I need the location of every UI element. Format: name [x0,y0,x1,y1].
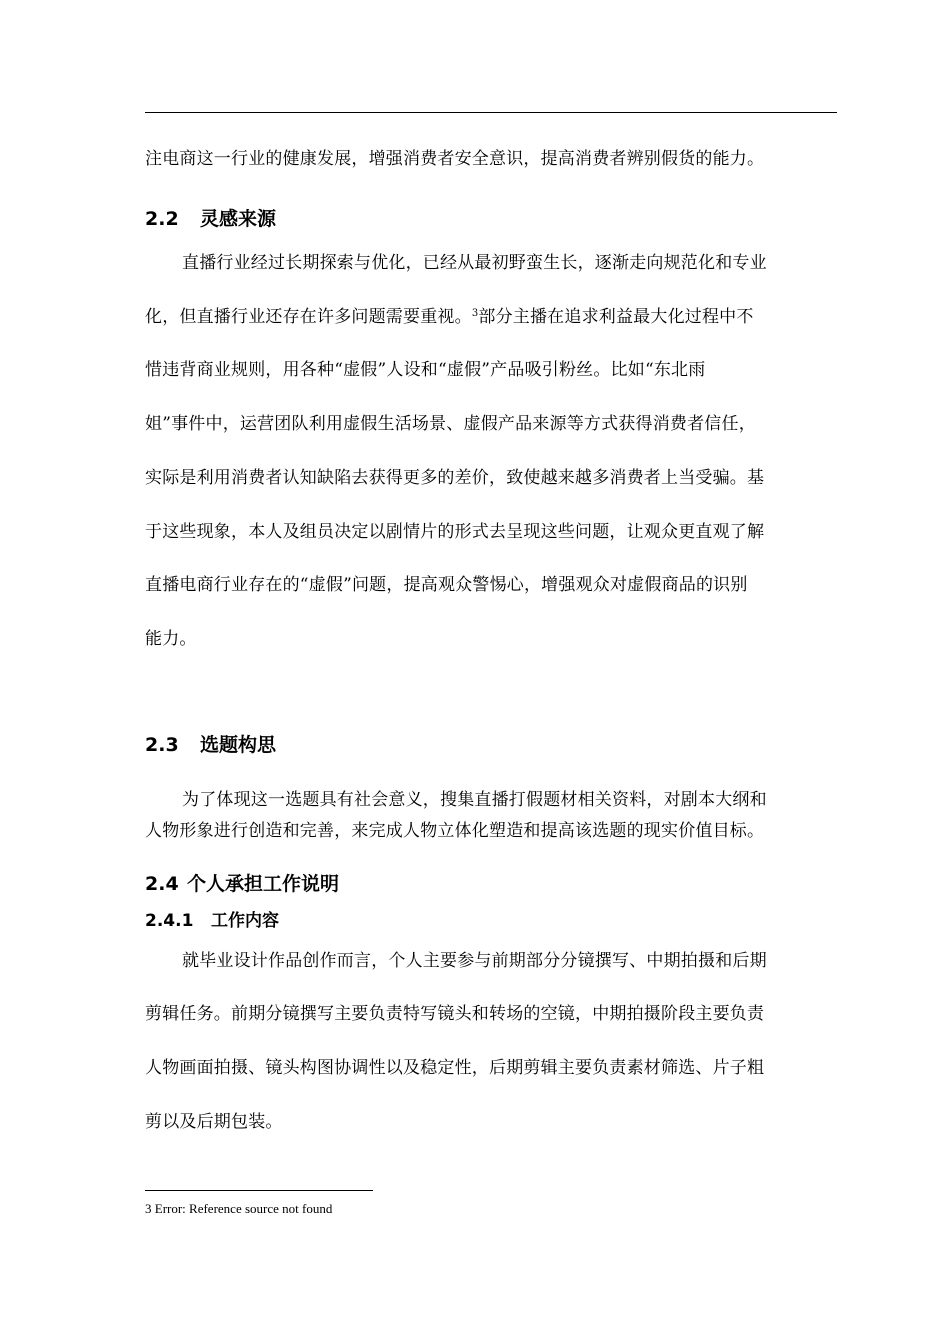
footnote-reference[interactable]: 3 [471,308,479,319]
footnote-separator [145,1190,373,1191]
section-heading-2-4 [145,872,339,896]
section-title: 个人承担工作说明 [187,873,340,895]
body-line: 就毕业设计作品创作而言，个人主要参与前期部分分镜撰写、中期拍摄和后期 [182,951,767,971]
body-line: 直播电商行业存在的“虚假”问题，提高观众警惕心，增强观众对虚假商品的识别 [145,575,748,595]
body-line: 剪辑任务。前期分镜撰写主要负责特写镜头和转场的空镜，中期拍摄阶段主要负责 [145,1004,765,1024]
footnote: 3 Error: Reference source not found [145,1201,333,1216]
subsection-title: 工作内容 [211,911,279,931]
body-text: 部分主播在追求利益最大化过程中不 [478,307,754,327]
body-text: 化，但直播行业还存在许多问题需要重视。 [145,307,472,327]
section-number: 2.4 [145,873,179,895]
section-number: 2.2 [145,208,179,230]
header-rule [145,112,837,113]
section-number: 2.3 [145,734,179,756]
body-line [145,306,837,328]
body-line: 实际是利用消费者认知缺陷去获得更多的差价，致使越来越多消费者上当受骗。基 [145,468,765,488]
body-line: 于这些现象，本人及组员决定以剧情片的形式去呈现这些问题，让观众更直观了解 [145,522,765,542]
body-line: 人物形象进行创造和完善，来完成人物立体化塑造和提高该选题的现实价值目标。 [145,821,765,841]
body-line: 直播行业经过长期探索与优化，已经从最初野蛮生长，逐渐走向规范化和专业 [182,253,767,273]
body-line: 姐”事件中，运营团队利用虚假生活场景、虚假产品来源等方式获得消费者信任， [145,414,756,434]
section-heading-2-3 [145,733,276,757]
subsection-heading-2-4-1 [145,910,279,932]
section-title: 灵感来源 [200,208,277,230]
body-line: 注电商这一行业的健康发展，增强消费者安全意识，提高消费者辨别假货的能力。 [145,149,765,169]
body-line: 惜违背商业规则，用各种“虚假”人设和“虚假”产品吸引粉丝。比如“东北雨 [145,360,706,380]
body-line: 剪以及后期包装。 [145,1112,283,1132]
section-heading-2-2 [145,207,276,231]
body-line: 能力。 [145,629,197,649]
body-line: 为了体现这一选题具有社会意义，搜集直播打假题材相关资料，对剧本大纲和 [182,790,767,810]
body-line: 人物画面拍摄、镜头构图协调性以及稳定性，后期剪辑主要负责素材筛选、片子粗 [145,1058,765,1078]
section-title: 选题构思 [200,734,277,756]
subsection-number: 2.4.1 [145,911,194,931]
